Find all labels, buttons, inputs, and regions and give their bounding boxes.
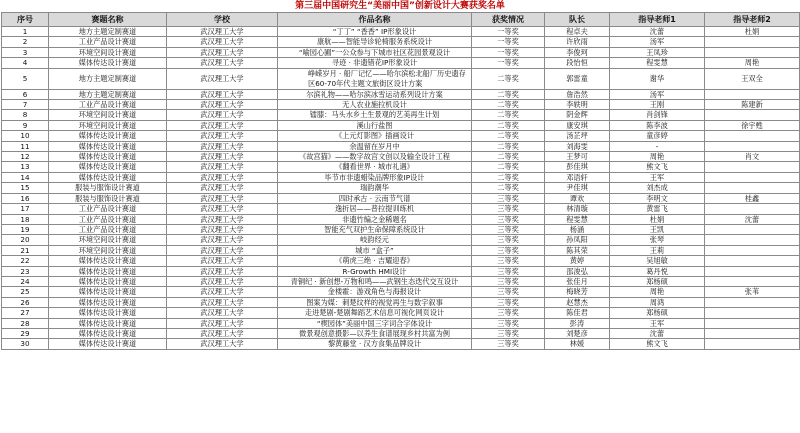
cell-advisor-2: 沈蕾 <box>705 214 800 224</box>
cell-work: 峥嵘岁月 · 船厂记忆——哈尔滨松北船厂历史遗存区60-70年代主题文旅街区设计方案 <box>278 68 472 89</box>
cell-award: 三等奖 <box>472 328 545 338</box>
cell-school: 武汉理工大学 <box>167 235 278 245</box>
cell-school: 武汉理工大学 <box>167 224 278 234</box>
header-advisor-2: 指导老师2 <box>705 13 800 27</box>
table-row <box>2 245 800 255</box>
cell-award: 二等奖 <box>472 120 545 130</box>
cell-advisor-2 <box>705 37 800 47</box>
table-row <box>2 100 800 110</box>
cell-work: 无人农业施拉机设计 <box>278 100 472 110</box>
cell-work: 微景观创意摄影—以养生食谱展现乡村共富为例 <box>278 328 472 338</box>
cell-no: 10 <box>2 131 49 141</box>
cell-school: 武汉理工大学 <box>167 193 278 203</box>
cell-advisor-2 <box>705 328 800 338</box>
cell-advisor-1: 王凤珍 <box>610 47 705 57</box>
cell-leader: 张佳月 <box>545 276 610 286</box>
cell-leader: 杨涵 <box>545 224 610 234</box>
cell-no: 15 <box>2 183 49 193</box>
cell-advisor-1: 葛丹悦 <box>610 266 705 276</box>
cell-advisor-1: 周艳 <box>610 152 705 162</box>
cell-school: 武汉理工大学 <box>167 100 278 110</box>
cell-award: 三等奖 <box>472 256 545 266</box>
cell-track: 地方主题定制赛道 <box>49 68 167 89</box>
cell-work: 《翻看世界 · 城市礼遇》 <box>278 162 472 172</box>
cell-work: 金楼霍：游戏角色与海报设计 <box>278 287 472 297</box>
cell-advisor-2: 王双全 <box>705 68 800 89</box>
cell-award: 三等奖 <box>472 193 545 203</box>
cell-advisor-1: 童彦婷 <box>610 131 705 141</box>
cell-advisor-2 <box>705 204 800 214</box>
cell-award: 三等奖 <box>472 245 545 255</box>
cell-advisor-1: 刘杰成 <box>610 183 705 193</box>
cell-advisor-1: 周鸿 <box>610 297 705 307</box>
cell-award: 一等奖 <box>472 47 545 57</box>
table-row <box>2 37 800 47</box>
cell-school: 武汉理工大学 <box>167 183 278 193</box>
cell-award: 三等奖 <box>472 276 545 286</box>
cell-school: 武汉理工大学 <box>167 37 278 47</box>
cell-advisor-1: 王凯 <box>610 224 705 234</box>
cell-track: 媒体传达设计赛道 <box>49 172 167 182</box>
cell-work: 余温留在岁月中 <box>278 141 472 151</box>
cell-track: 媒体传达设计赛道 <box>49 152 167 162</box>
cell-advisor-2 <box>705 235 800 245</box>
cell-award: 三等奖 <box>472 214 545 224</box>
cell-no: 16 <box>2 193 49 203</box>
cell-work: 《萌虎三绝 · 吉耀迎春》 <box>278 256 472 266</box>
cell-advisor-1: 陈李波 <box>610 120 705 130</box>
cell-no: 13 <box>2 162 49 172</box>
cell-track: 工业产品设计赛道 <box>49 100 167 110</box>
cell-track: 环境空间设计赛道 <box>49 245 167 255</box>
cell-advisor-1: 肖剑锋 <box>610 110 705 120</box>
cell-no: 17 <box>2 204 49 214</box>
cell-award: 三等奖 <box>472 204 545 214</box>
table-row <box>2 131 800 141</box>
cell-track: 媒体传达设计赛道 <box>49 162 167 172</box>
cell-work: 城市 “盒子” <box>278 245 472 255</box>
cell-advisor-1: 黄雷飞 <box>610 204 705 214</box>
cell-track: 媒体传达设计赛道 <box>49 287 167 297</box>
cell-award: 三等奖 <box>472 308 545 318</box>
cell-advisor-2 <box>705 308 800 318</box>
cell-work: 寻迹 · 非遗错花IP形象设计 <box>278 58 472 68</box>
cell-advisor-2 <box>705 245 800 255</box>
cell-advisor-2 <box>705 224 800 234</box>
cell-work: 《上元灯影图》插画设计 <box>278 131 472 141</box>
cell-work: 《故宫猫》——数字故宫文创以及输全设计工程 <box>278 152 472 162</box>
cell-award: 一等奖 <box>472 37 545 47</box>
cell-track: 媒体传达设计赛道 <box>49 141 167 151</box>
table-row <box>2 256 800 266</box>
cell-work: 非遗竹编之金稀题名 <box>278 214 472 224</box>
cell-no: 26 <box>2 297 49 307</box>
cell-advisor-1: - <box>610 141 705 151</box>
cell-school: 武汉理工大学 <box>167 287 278 297</box>
cell-school: 武汉理工大学 <box>167 339 278 349</box>
cell-school: 武汉理工大学 <box>167 120 278 130</box>
cell-advisor-2: 张苇 <box>705 287 800 297</box>
cell-award: 二等奖 <box>472 141 545 151</box>
cell-school: 武汉理工大学 <box>167 152 278 162</box>
table-row <box>2 162 800 172</box>
cell-work: 岐韵经元 <box>278 235 472 245</box>
cell-advisor-2 <box>705 183 800 193</box>
cell-advisor-2 <box>705 256 800 266</box>
cell-no: 14 <box>2 172 49 182</box>
header-leader: 队长 <box>545 13 610 27</box>
cell-no: 25 <box>2 287 49 297</box>
cell-advisor-2 <box>705 141 800 151</box>
cell-award: 三等奖 <box>472 266 545 276</box>
cell-track: 服装与服饰设计赛道 <box>49 193 167 203</box>
cell-award: 二等奖 <box>472 172 545 182</box>
cell-advisor-2 <box>705 89 800 99</box>
cell-school: 武汉理工大学 <box>167 110 278 120</box>
cell-leader: 陈佳君 <box>545 308 610 318</box>
cell-track: 媒体传达设计赛道 <box>49 266 167 276</box>
cell-no: 5 <box>2 68 49 89</box>
table-row <box>2 47 800 57</box>
cell-award: 二等奖 <box>472 100 545 110</box>
cell-award: 三等奖 <box>472 224 545 234</box>
cell-no: 24 <box>2 276 49 286</box>
cell-leader: 许欣雨 <box>545 37 610 47</box>
cell-no: 9 <box>2 120 49 130</box>
cell-no: 28 <box>2 318 49 328</box>
cell-advisor-2 <box>705 276 800 286</box>
cell-no: 27 <box>2 308 49 318</box>
cell-advisor-1: 熊文飞 <box>610 339 705 349</box>
cell-leader: 詹浩然 <box>545 89 610 99</box>
table-row <box>2 172 800 182</box>
cell-school: 武汉理工大学 <box>167 297 278 307</box>
cell-advisor-1: 王莉 <box>610 245 705 255</box>
table-row <box>2 224 800 234</box>
cell-school: 武汉理工大学 <box>167 58 278 68</box>
cell-school: 武汉理工大学 <box>167 266 278 276</box>
table-row <box>2 110 800 120</box>
cell-advisor-1: 周艳 <box>610 287 705 297</box>
cell-leader: 阴金辉 <box>545 110 610 120</box>
table-row <box>2 266 800 276</box>
header-advisor-1: 指导老师1 <box>610 13 705 27</box>
cell-school: 武汉理工大学 <box>167 308 278 318</box>
cell-no: 11 <box>2 141 49 151</box>
cell-advisor-2: 肖文 <box>705 152 800 162</box>
cell-leader: 郭雷童 <box>545 68 610 89</box>
cell-leader: 段怡恒 <box>545 58 610 68</box>
cell-school: 武汉理工大学 <box>167 47 278 57</box>
table-row <box>2 214 800 224</box>
table-row <box>2 183 800 193</box>
cell-no: 21 <box>2 245 49 255</box>
cell-leader: 李轶明 <box>545 100 610 110</box>
cell-award: 二等奖 <box>472 162 545 172</box>
cell-award: 二等奖 <box>472 89 545 99</box>
cell-track: 媒体传达设计赛道 <box>49 308 167 318</box>
cell-award: 三等奖 <box>472 235 545 245</box>
table-row <box>2 27 800 37</box>
cell-award: 三等奖 <box>472 297 545 307</box>
cell-work: “楔园体”美丽中国三字词合字体设计 <box>278 318 472 328</box>
cell-school: 武汉理工大学 <box>167 172 278 182</box>
header-track: 赛题名称 <box>49 13 167 27</box>
cell-school: 武汉理工大学 <box>167 318 278 328</box>
cell-work: 逸折居——普拉提训练机 <box>278 204 472 214</box>
cell-school: 武汉理工大学 <box>167 131 278 141</box>
cell-advisor-1: 谢华 <box>610 68 705 89</box>
cell-work: 智能充气双护生命保障系统设计 <box>278 224 472 234</box>
table-row <box>2 339 800 349</box>
cell-track: 工业产品设计赛道 <box>49 37 167 47</box>
cell-work: 黎黄藤堂 · 汉方食集品牌设计 <box>278 339 472 349</box>
cell-advisor-2 <box>705 318 800 328</box>
cell-leader: 汤芷坪 <box>545 131 610 141</box>
cell-work: 瑞韵潮华 <box>278 183 472 193</box>
table-row <box>2 89 800 99</box>
cell-advisor-1: 王军 <box>610 172 705 182</box>
cell-advisor-2 <box>705 339 800 349</box>
cell-advisor-2: 周艳 <box>705 58 800 68</box>
cell-advisor-1: 张琴 <box>610 235 705 245</box>
table-row <box>2 68 800 89</box>
cell-school: 武汉理工大学 <box>167 141 278 151</box>
cell-award: 二等奖 <box>472 152 545 162</box>
cell-no: 2 <box>2 37 49 47</box>
cell-track: 地方主题定制赛道 <box>49 27 167 37</box>
cell-no: 4 <box>2 58 49 68</box>
cell-school: 武汉理工大学 <box>167 214 278 224</box>
cell-leader: 陈其荣 <box>545 245 610 255</box>
table-row <box>2 328 800 338</box>
cell-award: 一等奖 <box>472 58 545 68</box>
cell-track: 媒体传达设计赛道 <box>49 328 167 338</box>
cell-track: 环境空间设计赛道 <box>49 110 167 120</box>
cell-work: 走进楚剧-楚剧舞蹈艺术信息可视化网页设计 <box>278 308 472 318</box>
cell-leader: 邵浚弘 <box>545 266 610 276</box>
table-row <box>2 308 800 318</box>
table-row <box>2 235 800 245</box>
cell-advisor-2: 陈建新 <box>705 100 800 110</box>
cell-advisor-1: 程雯慧 <box>610 58 705 68</box>
cell-school: 武汉理工大学 <box>167 328 278 338</box>
cell-school: 武汉理工大学 <box>167 27 278 37</box>
cell-advisor-1: 郑杨硕 <box>610 276 705 286</box>
cell-advisor-2 <box>705 297 800 307</box>
cell-advisor-1: 熊文飞 <box>610 162 705 172</box>
cell-award: 二等奖 <box>472 68 545 89</box>
cell-leader: 孙凤阳 <box>545 235 610 245</box>
cell-leader: 黄婷 <box>545 256 610 266</box>
cell-work: 镭膝：马头水乡土生景观的艺美再生计划 <box>278 110 472 120</box>
table-row <box>2 120 800 130</box>
cell-advisor-2 <box>705 47 800 57</box>
cell-leader: 康安琪 <box>545 120 610 130</box>
cell-advisor-1: 郑杨硕 <box>610 308 705 318</box>
cell-advisor-2 <box>705 162 800 172</box>
cell-no: 29 <box>2 328 49 338</box>
cell-no: 19 <box>2 224 49 234</box>
cell-no: 1 <box>2 27 49 37</box>
cell-track: 工业产品设计赛道 <box>49 204 167 214</box>
cell-award: 三等奖 <box>472 287 545 297</box>
cell-work: 尔滨礼物——哈尔滨冰雪运动系列设计方案 <box>278 89 472 99</box>
table-row <box>2 58 800 68</box>
cell-award: 三等奖 <box>472 318 545 328</box>
cell-school: 武汉理工大学 <box>167 68 278 89</box>
cell-school: 武汉理工大学 <box>167 245 278 255</box>
cell-advisor-2 <box>705 110 800 120</box>
cell-advisor-2 <box>705 266 800 276</box>
cell-advisor-1: 汤军 <box>610 89 705 99</box>
cell-school: 武汉理工大学 <box>167 89 278 99</box>
cell-award: 三等奖 <box>472 339 545 349</box>
cell-track: 地方主题定制赛道 <box>49 89 167 99</box>
cell-leader: 邓语轩 <box>545 172 610 182</box>
cell-leader: 赵慧杰 <box>545 297 610 307</box>
cell-award: 一等奖 <box>472 27 545 37</box>
cell-work: R-Growth HMI设计 <box>278 266 472 276</box>
cell-work: 毕节市非遗蜡染品牌形象IP设计 <box>278 172 472 182</box>
cell-track: 环境空间设计赛道 <box>49 235 167 245</box>
cell-advisor-2 <box>705 172 800 182</box>
cell-advisor-1: 王刚 <box>610 100 705 110</box>
cell-no: 3 <box>2 47 49 57</box>
cell-no: 7 <box>2 100 49 110</box>
cell-school: 武汉理工大学 <box>167 162 278 172</box>
cell-track: 媒体传达设计赛道 <box>49 318 167 328</box>
cell-leader: 林媛 <box>545 339 610 349</box>
cell-leader: 刘楚彦 <box>545 328 610 338</box>
cell-no: 6 <box>2 89 49 99</box>
cell-track: 媒体传达设计赛道 <box>49 297 167 307</box>
cell-work: 康航——智能导诊轮椅服务系统设计 <box>278 37 472 47</box>
cell-school: 武汉理工大学 <box>167 276 278 286</box>
cell-advisor-2: 杜娟 <box>705 27 800 37</box>
cell-award: 二等奖 <box>472 131 545 141</box>
table-row <box>2 152 800 162</box>
cell-leader: 谭欢 <box>545 193 610 203</box>
header-work: 作品名称 <box>278 13 472 27</box>
cell-leader: 彭涛 <box>545 318 610 328</box>
cell-leader: 尹佳琪 <box>545 183 610 193</box>
cell-track: 媒体传达设计赛道 <box>49 58 167 68</box>
cell-work: 青铜纪 · 新创想-万物和鸣——武钢生态迭代交互设计 <box>278 276 472 286</box>
cell-leader: 彭佳琪 <box>545 162 610 172</box>
table-row <box>2 297 800 307</box>
table-body <box>2 27 800 350</box>
cell-track: 工业产品设计赛道 <box>49 224 167 234</box>
cell-track: 环境空间设计赛道 <box>49 120 167 130</box>
table-header-row <box>2 13 800 27</box>
cell-no: 12 <box>2 152 49 162</box>
cell-work: “丁丁” “香香” IP形象设计 <box>278 27 472 37</box>
cell-no: 18 <box>2 214 49 224</box>
table-row <box>2 204 800 214</box>
cell-leader: 程雯慧 <box>545 214 610 224</box>
cell-track: 环境空间设计赛道 <box>49 47 167 57</box>
table-row <box>2 318 800 328</box>
cell-advisor-1: 吴旭敏 <box>610 256 705 266</box>
cell-advisor-1: 汤军 <box>610 37 705 47</box>
table-row <box>2 193 800 203</box>
cell-leader: 李俊珂 <box>545 47 610 57</box>
cell-work: 溪山行盐图 <box>278 120 472 130</box>
cell-no: 20 <box>2 235 49 245</box>
cell-advisor-2: 徐宇甦 <box>705 120 800 130</box>
cell-school: 武汉理工大学 <box>167 256 278 266</box>
cell-award: 二等奖 <box>472 110 545 120</box>
award-table <box>1 12 800 350</box>
cell-advisor-2 <box>705 131 800 141</box>
cell-work: “喻园心圃”一公众参与下城市社区花园景观设计 <box>278 47 472 57</box>
cell-track: 媒体传达设计赛道 <box>49 131 167 141</box>
cell-leader: 刘海雯 <box>545 141 610 151</box>
cell-school: 武汉理工大学 <box>167 204 278 214</box>
cell-track: 工业产品设计赛道 <box>49 214 167 224</box>
cell-leader: 王梦可 <box>545 152 610 162</box>
cell-leader: 程卓夫 <box>545 27 610 37</box>
cell-work: 四时承古 · 云南节气谱 <box>278 193 472 203</box>
header-school: 学校 <box>167 13 278 27</box>
header-award: 获奖情况 <box>472 13 545 27</box>
cell-advisor-1: 李明文 <box>610 193 705 203</box>
cell-advisor-1: 王军 <box>610 318 705 328</box>
cell-work: 图案为媒：刺楚纹样的视觉再生与数字叙事 <box>278 297 472 307</box>
cell-leader: 林清璇 <box>545 204 610 214</box>
cell-advisor-1: 杜娟 <box>610 214 705 224</box>
cell-track: 媒体传达设计赛道 <box>49 276 167 286</box>
cell-award: 二等奖 <box>472 183 545 193</box>
cell-advisor-2: 桂鑫 <box>705 193 800 203</box>
cell-no: 30 <box>2 339 49 349</box>
table-row <box>2 287 800 297</box>
cell-track: 媒体传达设计赛道 <box>49 339 167 349</box>
cell-no: 8 <box>2 110 49 120</box>
header-no: 序号 <box>2 13 49 27</box>
cell-track: 服装与服饰设计赛道 <box>49 183 167 193</box>
table-row <box>2 141 800 151</box>
document-title: 第三届中国研究生“美丽中国”创新设计大赛获奖名单 <box>295 1 505 11</box>
cell-leader: 梅晓芳 <box>545 287 610 297</box>
table-row <box>2 276 800 286</box>
cell-advisor-1: 沈蕾 <box>610 27 705 37</box>
cell-no: 22 <box>2 256 49 266</box>
cell-advisor-1: 沈蕾 <box>610 328 705 338</box>
cell-no: 23 <box>2 266 49 276</box>
cell-track: 媒体传达设计赛道 <box>49 256 167 266</box>
